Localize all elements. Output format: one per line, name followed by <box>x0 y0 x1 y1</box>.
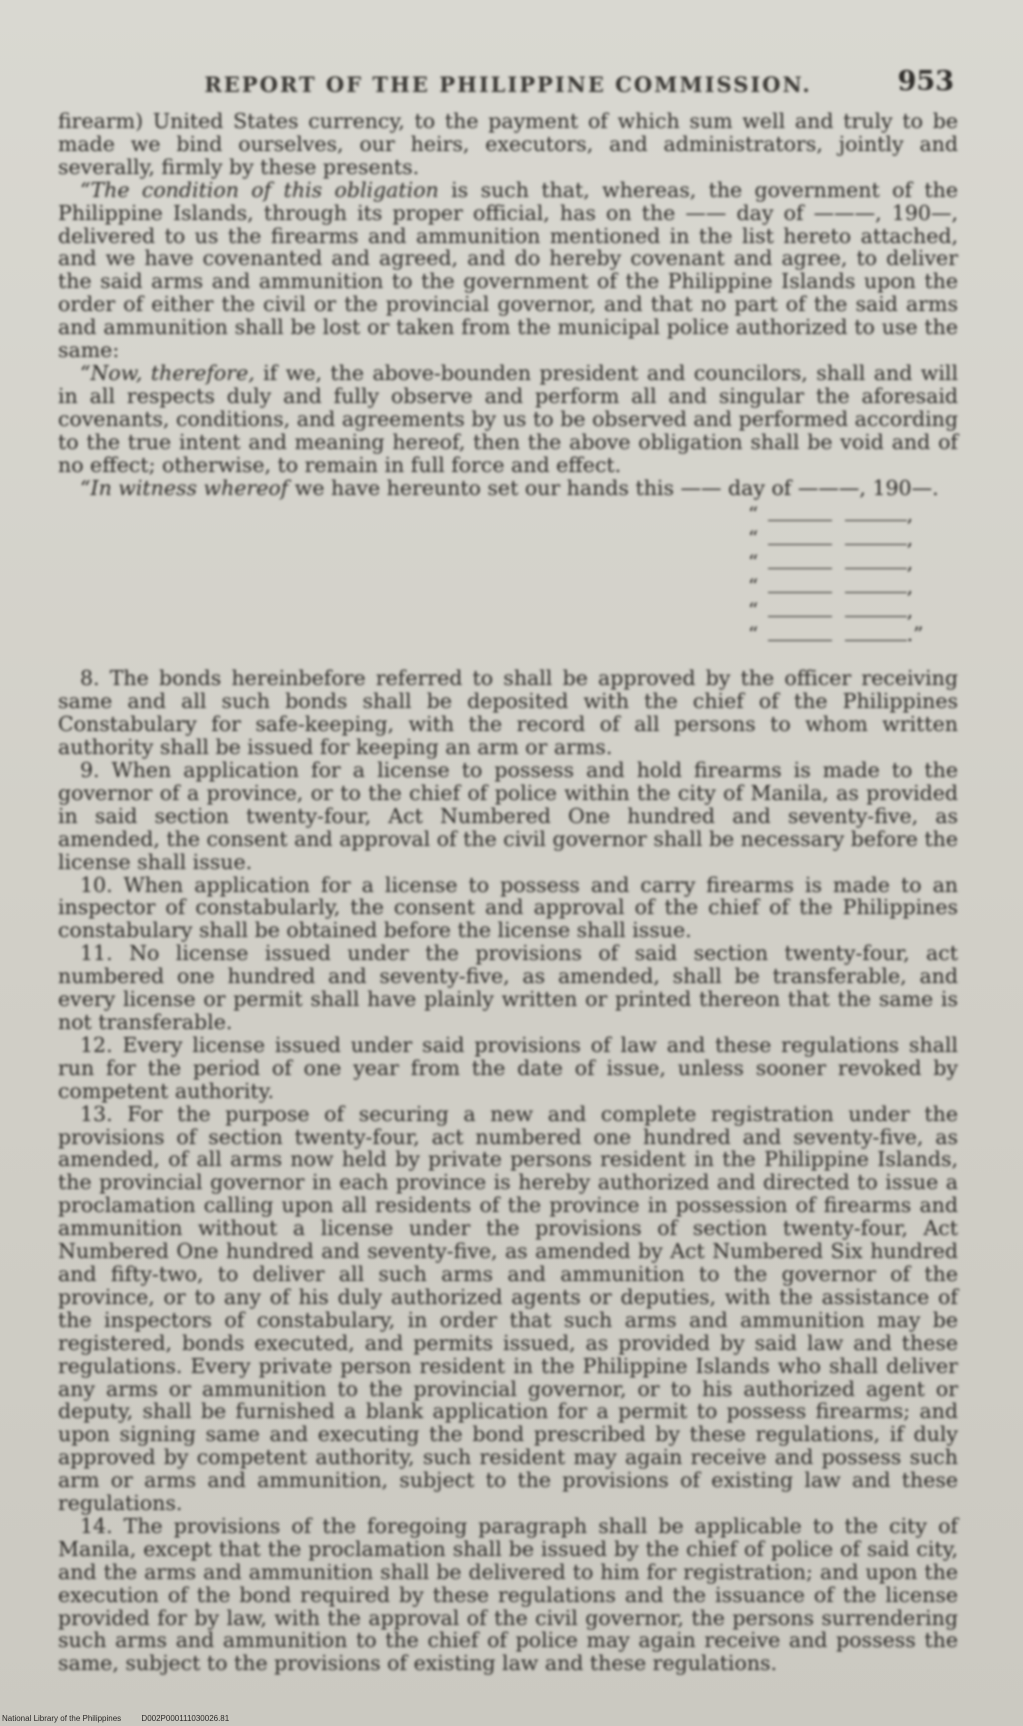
bond-paragraph-now-therefore <box>58 362 958 477</box>
italic-lead: “In witness whereof <box>80 475 289 500</box>
section-12: 12. Every license issued under said provisions of law and these regulations shall run for the period of one year from the date of issue, unless sooner revoked by competent authority. <box>58 1032 958 1103</box>
section-8: 8. The bonds hereinbefore referred to shall be approved by the officer receiving same and all such bonds shall be deposited with the chief of the Philippines Constabulary for safe-keeping, with the record of all persons to whom written authority shall be issued for keeping an arm or arms. <box>58 666 958 760</box>
paragraph-body: if we, the above-bounden president and councilors, shall and will in all respects duly and fully observe and perform all and singular the aforesaid covenants, conditions, and agreements by us to be observed and performed according to the true intent and meaning hereof, then the above obligation shall be void and of no effect; otherwise, to remain in full force and effect. <box>58 360 958 477</box>
bond-paragraph-witness <box>58 477 958 500</box>
page-content <box>58 66 958 1675</box>
signature-line: “ .” <box>748 622 924 647</box>
section-11: 11. No license issued under the provisions of said section twenty-four, act numbered one hundred and seventy-five, as amended, shall be transferable, and every license or permit shall have plainly written or printed thereon that the same is not transferable. <box>58 941 958 1034</box>
italic-lead: “The condition of this obligation <box>80 177 439 202</box>
signature-line: “ , <box>748 550 914 575</box>
signature-line: “ , <box>748 502 914 527</box>
signature-line: “ , <box>748 574 914 599</box>
signature-line: “ , <box>748 526 914 551</box>
running-header <box>58 66 958 110</box>
bond-paragraph-condition <box>58 179 958 362</box>
scan-code: D002P000111030026.81 <box>141 1714 230 1723</box>
library-credit: National Library of the Philippines <box>2 1714 122 1723</box>
page-title: REPORT OF THE PHILIPPINE COMMISSION. <box>204 72 812 97</box>
section-14: 14. The provisions of the foregoing paragraph shall be applicable to the city of Manila, except that the proclamation shall be issued by the chief of police of said city, and the arms and ammunition shall be delivered to him for registration; and upon the execution of the bond required by these regulations and the issuance of the license provided for by law, with the approval of the civil governor, the persons surrendering such arms and ammunition to the chief of police may again receive and possess the same, subject to the provisions of existing law and these regulations. <box>58 1513 958 1676</box>
scan-footer <box>2 1714 247 1723</box>
bond-paragraph-1: firearm) United States currency, to the payment of which sum well and truly to be made we bind ourselves, our heirs, executors, and administrators, jointly and severally, firmly by these presents. <box>58 109 958 179</box>
paragraph-body: is such that, whereas, the government of the Philippine Islands, through its proper official, has on the —— day of ———, 190—, delivered to us the firearms and ammunition mentioned in the list hereto attached, and we have covenanted and agreed, and do hereby covenant and agree, to deliver the said arms and ammunition to the government of the Philippine Islands upon the order of either the civil or the provincial governor, and that no part of the said arms and ammunition shall be lost or taken from the municipal police authorized to use the same: <box>58 177 958 363</box>
italic-lead: “Now, therefore, <box>80 360 255 385</box>
section-9: 9. When application for a license to possess and hold firearms is made to the governor of a province, or to the chief of police within the city of Manila, as provided in said section twenty-four, Act Numbered One hundred and seventy-five, as amended, the consent and approval of the civil governor shall be necessary before the license shall issue. <box>58 758 958 874</box>
page-number: 953 <box>897 66 954 97</box>
section-13: 13. For the purpose of securing a new and complete registration under the provisions of section twenty-four, act numbered one hundred and seventy-five, as amended, of all arms now held by private persons resident in the Philippine Islands, the provincial governor in each province is hereby authorized and directed to issue a proclamation calling upon all residents of the province in possession of firearms and ammunition without a license under the provisions of section twenty-four, Act Numbered One hundred and seventy-five, as amended by Act Numbered Six hundred and fifty-two, to deliver all such arms and ammunition to the governor of the province, or to any of his duly authorized agents or deputies, with the assistance of the inspectors of constabulary, in order that such arms and ammunition may be registered, bonds executed, and permits issued, as provided by said law and these regulations. Every private person resident in the Philippine Islands who shall deliver any arms or ammunition to the provincial governor, or to his authorized agent or deputy, shall be furnished a blank application for a permit to possess firearms; and upon signing same and executing the bond prescribed by these regulations, if duly approved by competent authority, such resident may again receive and possess such arm or arms and ammunition, subject to the provisions of existing law and these regulations. <box>58 1101 958 1516</box>
section-10: 10. When application for a license to possess and carry firearms is made to an inspector of constabularly, the consent and approval of the chief of the Philippines constabulary shall be obtained before the license shall issue. <box>58 872 958 943</box>
signature-block <box>58 501 958 653</box>
signature-line: “ , <box>748 598 914 623</box>
paragraph-body: we have hereunto set our hands this —— day of ———, 190—. <box>288 475 939 500</box>
